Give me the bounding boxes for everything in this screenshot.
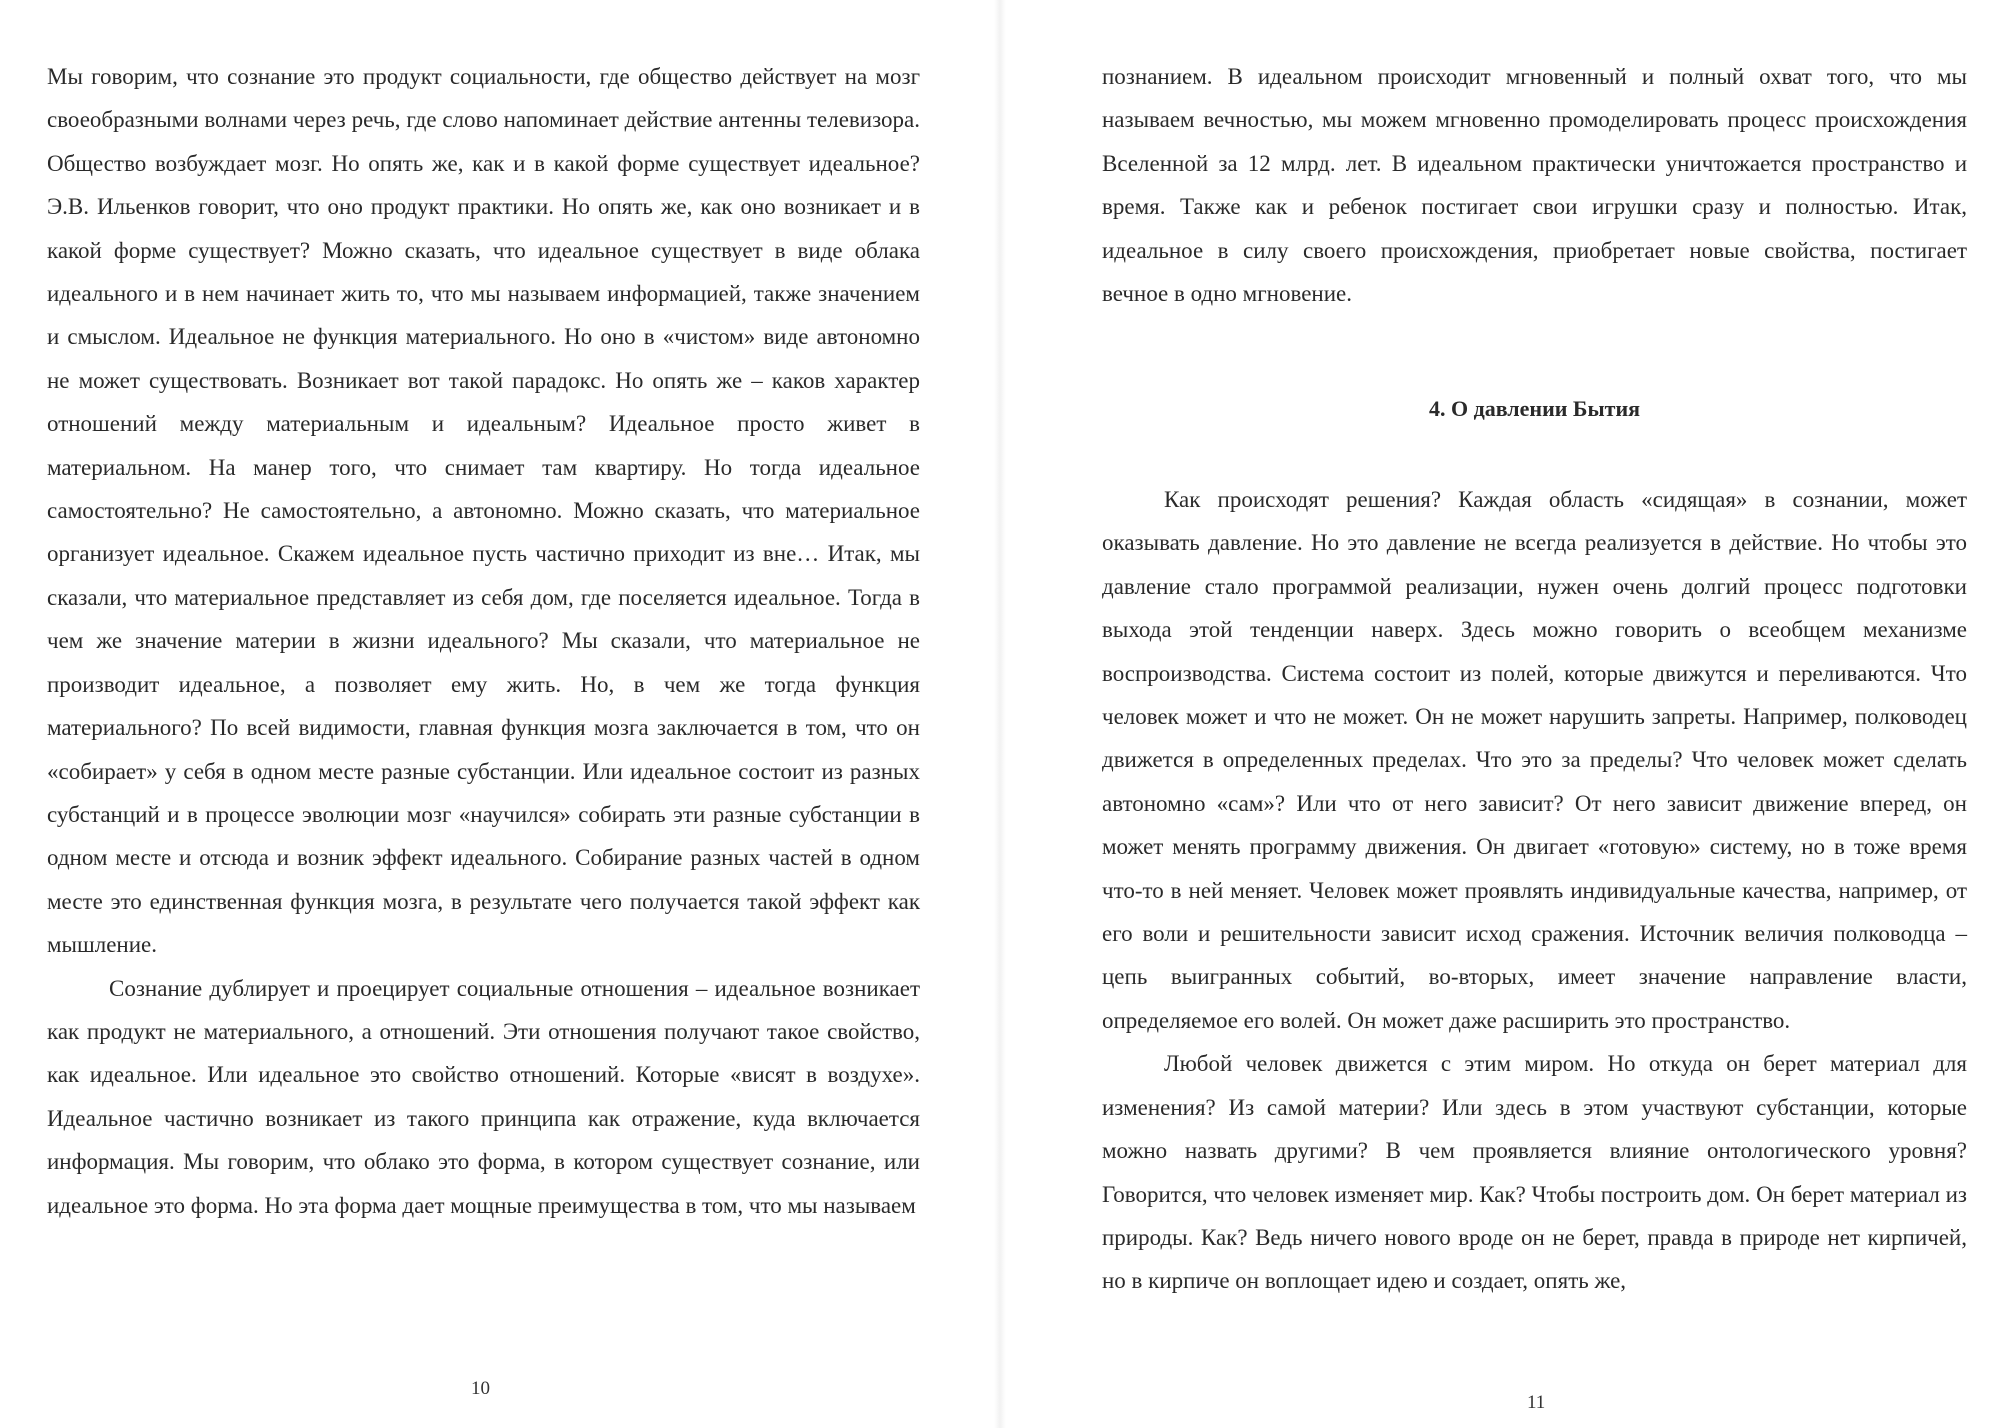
page-number: 11 — [1527, 1392, 1546, 1413]
page-number: 10 — [471, 1378, 490, 1399]
right-page-text — [1102, 478, 1967, 1303]
left-page-text — [47, 55, 920, 1227]
right-page — [1000, 0, 2000, 1428]
paragraph: Как происходят решения? Каждая область «сидящая» в сознании, может оказывать давление. Но это давление не всегда реализуется в действие. Но чтобы это давление стало программой реализации, нужен очень долгий процесс подготовки выхода этой тенденции наверх. Здесь можно говорить о всеобщем механизме воспроизводства. Система состоит из полей, которые движутся и переливаются. Что человек может и что не может. Он не может нарушить запреты. Например, полководец движется в определенных пределах. Что это за пределы? Что человек может сделать автономно «сам»? Или что от него зависит? От него зависит движение вперед, он может менять программу движения. Он двигает «готовую» систему, но в тоже время что-то в ней меняет. Человек может проявлять индивидуальные качества, например, от его воли и решительности зависит исход сражения. Источник величия полководца – цепь выигранных событий, во-вторых, имеет значение направление власти, определяемое его волей. Он может даже расширить это пространство. — [1102, 487, 1967, 1033]
right-page-intro — [1102, 55, 1967, 315]
paragraph: познанием. В идеальном происходит мгновенный и полный охват того, что мы называем вечностью, мы можем мгновенно промоделировать процесс происхождения Вселенной за 12 млрд. лет. В идеальном практически уничтожается пространство и время. Также как и ребенок постигает свои игрушки сразу и полностью. Итак, идеальное в силу своего происхождения, приобретает новые свойства, постигает вечное в одно мгновение. — [1102, 64, 1967, 307]
section-heading: 4. О давлении Бытия — [1428, 396, 1641, 421]
paragraph: Мы говорим, что сознание это продукт социальности, где общество действует на мозг своеобразными волнами через речь, где слово напоминает действие антенны телевизора. Общество возбуждает мозг. Но опять же, как и в какой форме существует идеальное? Э.В. Ильенков говорит, что оно продукт практики. Но опять же, как оно возникает и в какой форме существует? Можно сказать, что идеальное существует в виде облака идеального и в нем начинает жить то, что мы называем информацией, также значением и смыслом. Идеальное не функция материального. Но оно в «чистом» виде автономно не может существовать. Возникает вот такой парадокс. Но опять же – каков характер отношений между материальным и идеальным? Идеальное просто живет в материальном. На манер того, что снимает там квартиру. Но тогда идеальное самостоятельно? Не самостоятельно, а автономно. Можно сказать, что материальное организует идеальное. Скажем идеальное пусть частично приходит из вне… Итак, мы сказали, что материальное представляет из себя дом, где поселяется идеальное. Тогда в чем же значение материи в жизни идеального? Мы сказали, что материальное не производит идеальное, а позволяет ему жить. Но, в чем же тогда функция материального? По всей видимости, главная функция мозга заключается в том, что он «собирает» у себя в одном месте разные субстанции. Или идеальное состоит из разных субстанций и в процессе эволюции мозг «научился» собирать эти разные субстанции в одном месте и отсюда и возник эффект идеального. Собирание разных частей в одном месте это единственная функция мозга, в результате чего получается такой эффект как мышление. — [47, 64, 920, 958]
paragraph: Любой человек движется с этим миром. Но откуда он берет материал для изменения? Из самой материи? Или здесь в этом участвуют субстанции, которые можно назвать другими? В чем проявляется влияние онтологического уровня? Говорится, что человек изменяет мир. Как? Чтобы построить дом. Он берет материал из природы. Как? Ведь ничего нового вроде он не берет, правда в природе нет кирпичей, но в кирпиче он воплощает идею и создает, опять же, — [1102, 1051, 1967, 1294]
paragraph: Сознание дублирует и проецирует социальные отношения – идеальное возникает как продукт не материального, а отношений. Эти отношения получают такое свойство, как идеальное. Или идеальное это свойство отношений. Которые «висят в воздухе». Идеальное частично возникает из такого принципа как отражение, куда включается информация. Мы говорим, что облако это форма, в котором существует сознание, или идеальное это форма. Но эта форма дает мощные преимущества в том, что мы называем — [47, 975, 920, 1218]
